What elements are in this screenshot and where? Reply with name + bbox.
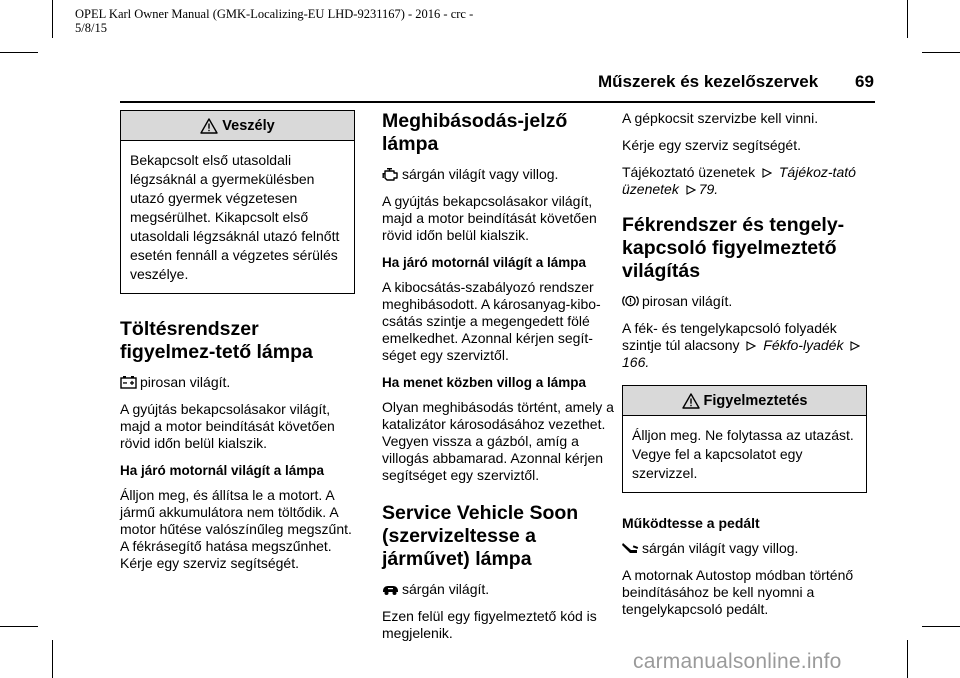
malfunction-para-1: A gyújtás bekapcsolásakor világít, majd a motor beindítását követően rövid időn belül kialszik. bbox=[382, 193, 597, 243]
running-head-line1: OPEL Karl Owner Manual (GMK-Localizing-EU LHD-9231167) - 2016 - crc - bbox=[75, 7, 474, 21]
info-messages-link[interactable]: Tájékoz-tató üzenetek bbox=[622, 164, 856, 197]
cross-reference-icon bbox=[746, 341, 756, 351]
danger-box-title: Veszély bbox=[222, 117, 275, 134]
danger-box bbox=[120, 110, 355, 294]
charging-para-2: Álljon meg, és állítsa le a motort. A jármű akkumulátora nem töltődik. A motor hűtése valószínűleg megszűnt. A fékrásegítő hatása megszűnhet. Kérje egy szerviz segítségét. bbox=[120, 487, 352, 571]
engine-icon bbox=[382, 167, 399, 181]
brake-fluid-page[interactable]: 166. bbox=[622, 354, 650, 370]
brake-text: A fék- és tengelykapcsoló folyadék szintje túl alacsony bbox=[622, 320, 837, 353]
cross-reference-icon bbox=[850, 341, 860, 351]
pedal-status-line bbox=[622, 540, 867, 557]
cross-reference-icon bbox=[762, 168, 772, 178]
crop-mark bbox=[922, 52, 960, 53]
warning-box-header bbox=[623, 386, 866, 416]
column-1 bbox=[120, 110, 355, 582]
malfunction-status-line bbox=[382, 166, 617, 183]
brake-status: pirosan világít. bbox=[642, 293, 733, 309]
info-messages-text: Tájékoztató üzenetek bbox=[622, 164, 756, 180]
crop-mark bbox=[907, 0, 908, 38]
warning-box-title: Figyelmeztetés bbox=[703, 392, 808, 409]
col3-para-3 bbox=[622, 164, 867, 198]
crop-mark bbox=[52, 640, 53, 678]
warning-box-body: Álljon meg. Ne folytassa az utazást. Vegye fel a kapcsolatot egy szervizzel. bbox=[632, 427, 854, 481]
malfunction-para-3: Olyan meghibásodás történt, amely a katalizátor károsodásához vezethet. Vegyen vissza a gázból, amíg a villogás abbamarad. Azonnal kérjen segítséget egy szerviztől. bbox=[382, 399, 614, 483]
malfunction-subheading-2: Ha menet közben villog a lámpa bbox=[382, 375, 587, 390]
charging-subheading: Ha járó motornál világít a lámpa bbox=[120, 463, 325, 478]
malfunction-para-2: A kibocsátás-szabályozó rendszer meghibásodott. A károsanyag-kibo-csátás szintje a megengedett fölé emelkedhet. Azonnal kérjen segít-séget egy szerviztől. bbox=[382, 279, 601, 363]
charging-heading: Töltésrendszer figyelmez-tető lámpa bbox=[120, 318, 313, 363]
crop-mark bbox=[907, 640, 908, 678]
pedal-icon bbox=[622, 541, 639, 555]
warning-triangle-icon bbox=[200, 118, 218, 134]
pedal-status: sárgán világít vagy villog. bbox=[642, 540, 799, 556]
service-status: sárgán világít. bbox=[402, 581, 490, 597]
crop-mark bbox=[52, 0, 53, 38]
brake-heading: Fékrendszer és tengely-kapcsoló figyelmeztető világítás bbox=[622, 214, 845, 282]
service-status-line bbox=[382, 581, 617, 598]
pedal-heading: Működtesse a pedált bbox=[622, 515, 760, 531]
service-heading: Service Vehicle Soon (szervizeltesse a járművet) lámpa bbox=[382, 502, 579, 570]
section-title: Műszerek és kezelőszervek bbox=[598, 72, 819, 91]
brake-status-line bbox=[622, 293, 867, 310]
running-head bbox=[75, 7, 515, 35]
service-para-1: Ezen felül egy figyelmeztető kód is megjelenik. bbox=[382, 608, 597, 641]
running-head-line2: 5/8/15 bbox=[75, 21, 107, 35]
charging-status-line bbox=[120, 374, 355, 391]
crop-mark bbox=[0, 52, 38, 53]
crop-mark bbox=[922, 626, 960, 627]
malfunction-subheading-1: Ha járó motornál világít a lámpa bbox=[382, 255, 587, 270]
cross-reference-icon bbox=[686, 185, 696, 195]
malfunction-status: sárgán világít vagy villog. bbox=[402, 166, 559, 182]
warning-box bbox=[622, 385, 867, 493]
charging-status: pirosan világít. bbox=[140, 374, 231, 390]
malfunction-heading: Meghibásodás-jelző lámpa bbox=[382, 110, 568, 155]
watermark: carmanualsonline.info bbox=[633, 650, 842, 673]
charging-para-1: A gyújtás bekapcsolásakor világít, majd a motor beindítását követően rövid időn belül kialszik. bbox=[120, 401, 335, 451]
column-2 bbox=[382, 110, 617, 652]
car-wrench-icon bbox=[382, 582, 399, 596]
battery-icon bbox=[120, 375, 137, 389]
brake-fluid-link[interactable]: Fékfo-lyadék bbox=[763, 337, 844, 353]
col3-para-2: Kérje egy szerviz segítségét. bbox=[622, 137, 801, 153]
brake-para-1 bbox=[622, 320, 867, 371]
danger-box-header bbox=[121, 111, 354, 141]
info-messages-page[interactable]: 79. bbox=[698, 181, 719, 197]
page-number: 69 bbox=[855, 72, 874, 91]
col3-para-1: A gépkocsit szervizbe kell vinni. bbox=[622, 110, 819, 126]
brake-warning-icon bbox=[622, 294, 639, 308]
header-rule bbox=[120, 101, 875, 103]
crop-mark bbox=[0, 626, 38, 627]
danger-box-body: Bekapcsolt első utasoldali légzsáknál a gyermekülésben utazó gyermek végzetesen megsérülhet. Kikapcsolt első utasoldali légzsáknál utazó felnőtt esetén fennáll a végzetes sérülés veszélye. bbox=[130, 152, 340, 282]
column-3 bbox=[622, 110, 867, 628]
pedal-para-1: A motornak Autostop módban történő beindításához be kell nyomni a tengelykapcsoló pedált. bbox=[622, 567, 854, 617]
warning-triangle-icon bbox=[682, 393, 700, 409]
